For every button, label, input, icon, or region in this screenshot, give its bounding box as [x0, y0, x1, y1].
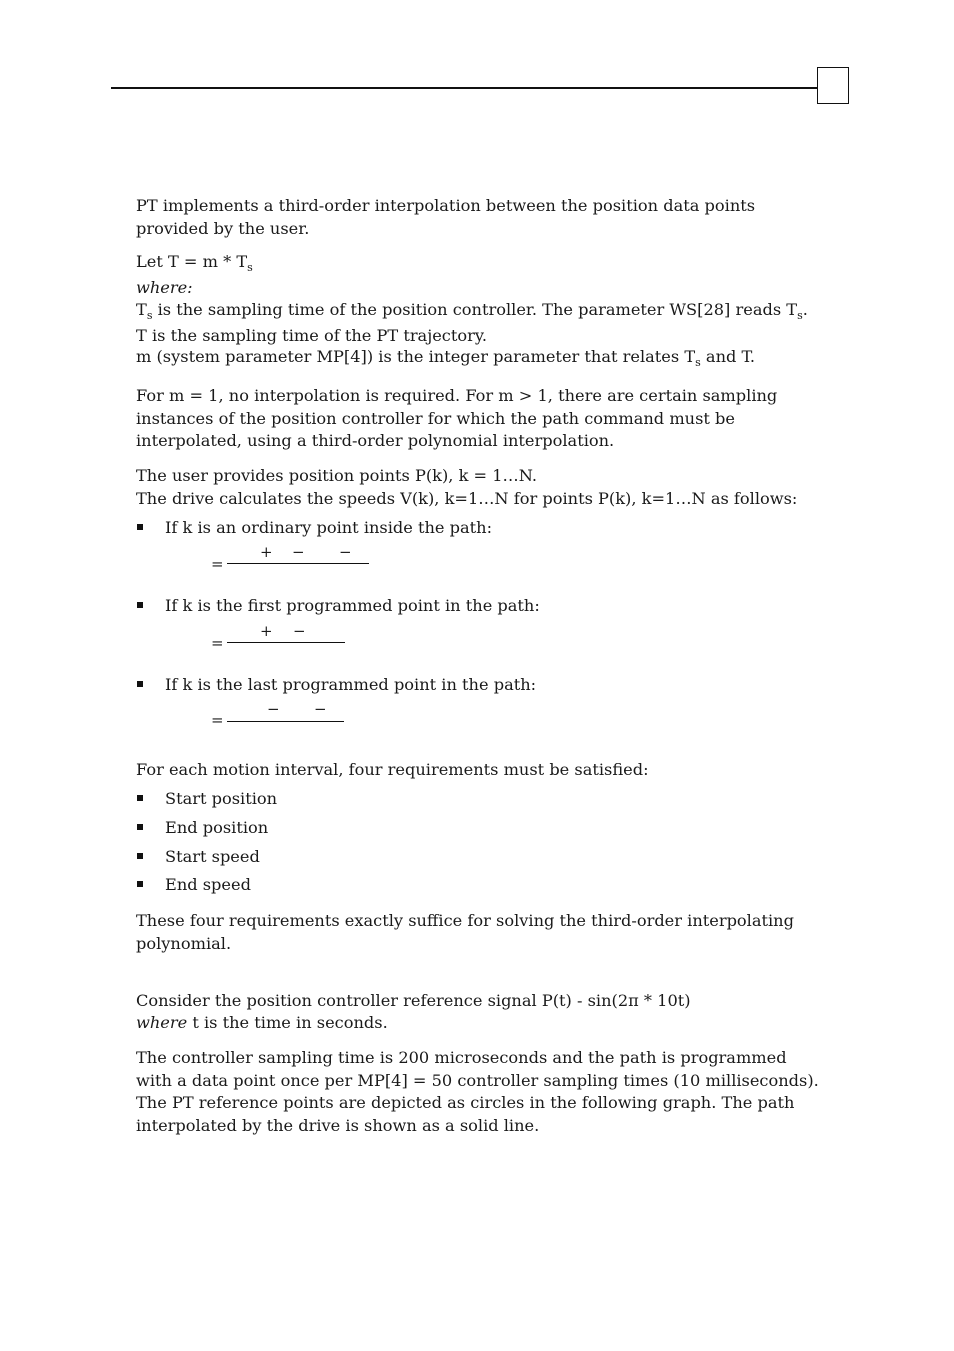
minus-sign: −	[314, 700, 327, 718]
case-ordinary-point: If k is an ordinary point inside the path:	[165, 518, 493, 537]
let-line: Let $T = m * T_s$	[136, 252, 253, 274]
bullet-marker	[137, 524, 143, 530]
sampling-paragraph: The controller sampling time is 200 microseconds and the path is programmed with a data point once per MP[4] = 50 controller sampling times (10 milliseconds). The PT reference points are depicted as circles in the following graph. The path interpolated by the drive is shown as a solid line.	[136, 1048, 819, 1135]
minus-sign: −	[267, 700, 280, 718]
suffice-paragraph: These four requirements exactly suffice for solving the third-order interpolating polynomial.	[136, 911, 794, 953]
header-rule	[111, 87, 817, 89]
bullet-marker	[137, 602, 143, 608]
where-label: where:	[136, 278, 193, 297]
minus-sign: −	[293, 622, 306, 640]
requirement-item: End speed	[165, 875, 251, 894]
bullet-marker	[137, 824, 143, 830]
requirement-item: Start speed	[165, 847, 260, 866]
page-number-box	[817, 67, 849, 104]
plus-sign: +	[260, 543, 273, 561]
ts-definition: $T_s$ is the sampling time of the position controller. The parameter WS[28] reads $T_s$.	[136, 300, 808, 322]
fraction-bar	[227, 721, 344, 722]
t-definition: T is the sampling time of the PT trajectory.	[136, 326, 488, 345]
reference-signal-line: Consider the position controller reference signal P(t) - sin(2π * 10t)	[136, 991, 691, 1010]
m-paragraph: For m = 1, no interpolation is required. For m > 1, there are certain sampling instances of the position controller for which the path command must be interpolated, using a third-order polynomial interpolation.	[136, 386, 778, 451]
minus-sign: −	[339, 543, 352, 561]
equals-sign: =	[211, 555, 224, 573]
points-line-2: The drive calculates the speeds V(k), k=1…N for points P(k), k=1…N as follows:	[136, 489, 798, 508]
bullet-marker	[137, 681, 143, 687]
fraction-bar	[227, 563, 369, 564]
bullet-marker	[137, 853, 143, 859]
bullet-marker	[137, 795, 143, 801]
minus-sign: −	[292, 543, 305, 561]
fraction-bar	[227, 642, 345, 643]
m-definition: m (system parameter MP[4]) is the integer parameter that relates $T_s$ and T.	[136, 347, 756, 369]
requirements-intro: For each motion interval, four requirements must be satisfied:	[136, 760, 649, 779]
case-last-point: If k is the last programmed point in the path:	[165, 675, 537, 694]
intro-paragraph: PT implements a third-order interpolation between the position data points provided by the user.	[136, 196, 756, 238]
case-first-point: If k is the first programmed point in the path:	[165, 596, 540, 615]
time-definition: where t is the time in seconds.	[136, 1013, 388, 1032]
bullet-marker	[137, 881, 143, 887]
plus-sign: +	[260, 622, 273, 640]
points-line-1: The user provides position points P(k), k = 1…N.	[136, 466, 538, 485]
requirement-item: Start position	[165, 789, 278, 808]
equals-sign: =	[211, 711, 224, 729]
equals-sign: =	[211, 634, 224, 652]
requirement-item: End position	[165, 818, 269, 837]
